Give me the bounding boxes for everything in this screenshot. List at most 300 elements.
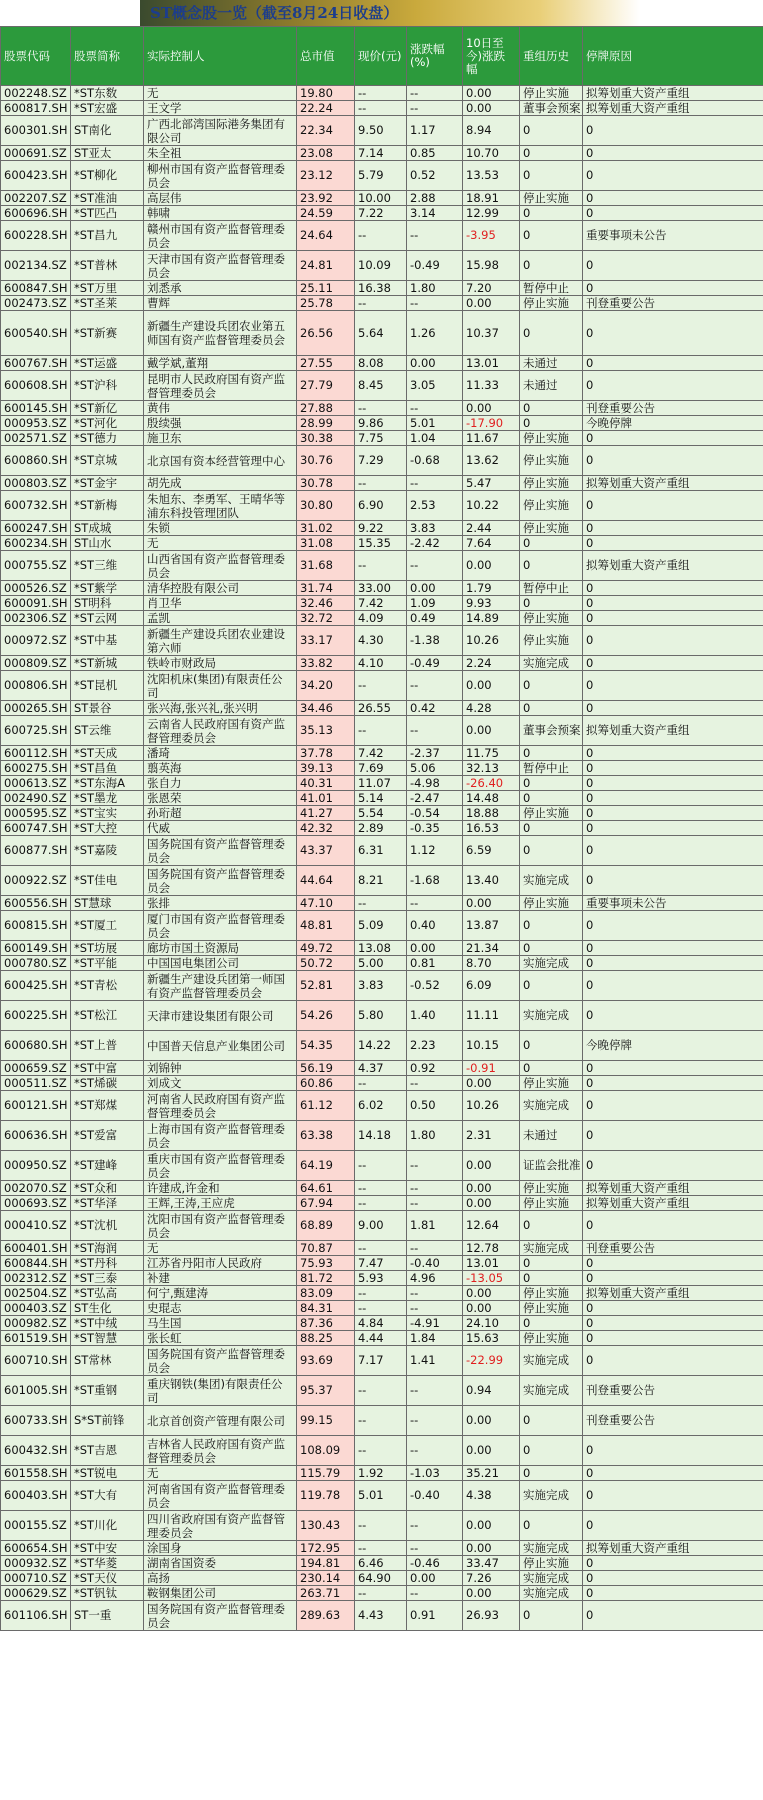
table-row[interactable]	[1, 1241, 763, 1256]
cell-market-cap: 27.88	[297, 401, 355, 416]
table-row[interactable]	[1, 1346, 763, 1376]
cell-10day-change: 21.34	[463, 941, 520, 956]
cell-10day-change: 8.70	[463, 956, 520, 971]
cell-10day-change: 0.00	[463, 671, 520, 701]
cell-change: 0.91	[407, 1601, 463, 1631]
cell-suspension-reason: 刊登重要公告	[583, 296, 763, 311]
stock-table	[0, 26, 763, 1631]
cell-code: 000972.SZ	[1, 626, 71, 656]
cell-market-cap: 47.10	[297, 896, 355, 911]
table-row[interactable]	[1, 1181, 763, 1196]
table-row[interactable]	[1, 1571, 763, 1586]
table-row[interactable]	[1, 401, 763, 416]
cell-suspension-reason: 0	[583, 626, 763, 656]
cell-10day-change: 15.63	[463, 1331, 520, 1346]
table-row[interactable]	[1, 1556, 763, 1571]
cell-market-cap: 43.37	[297, 836, 355, 866]
cell-code: 000511.SZ	[1, 1076, 71, 1091]
cell-10day-change: 0.00	[463, 1511, 520, 1541]
cell-restructure-history: 未通过	[520, 371, 583, 401]
cell-suspension-reason: 0	[583, 1331, 763, 1346]
table-row[interactable]	[1, 431, 763, 446]
cell-change: 0.50	[407, 1091, 463, 1121]
cell-controller: 新疆生产建设兵团农业第五师国有资产监督管理委员会	[144, 311, 297, 356]
cell-market-cap: 34.20	[297, 671, 355, 701]
cell-change: 0.00	[407, 941, 463, 956]
cell-10day-change: 10.26	[463, 1091, 520, 1121]
cell-price: 6.02	[355, 1091, 407, 1121]
table-row[interactable]	[1, 221, 763, 251]
cell-change: --	[407, 1436, 463, 1466]
table-row[interactable]	[1, 1331, 763, 1346]
table-row[interactable]	[1, 911, 763, 941]
cell-restructure-history: 0	[520, 161, 583, 191]
table-row[interactable]	[1, 1031, 763, 1061]
cell-suspension-reason: 0	[583, 116, 763, 146]
cell-market-cap: 54.35	[297, 1031, 355, 1061]
cell-price: 11.07	[355, 776, 407, 791]
cell-code: 600636.SH	[1, 1121, 71, 1151]
cell-controller: 无	[144, 536, 297, 551]
cell-name: *ST柳化	[71, 161, 144, 191]
cell-market-cap: 33.82	[297, 656, 355, 671]
cell-change: -0.54	[407, 806, 463, 821]
table-row[interactable]	[1, 836, 763, 866]
cell-price: 26.55	[355, 701, 407, 716]
cell-name: *ST金宇	[71, 476, 144, 491]
cell-market-cap: 28.99	[297, 416, 355, 431]
table-row[interactable]	[1, 596, 763, 611]
cell-name: *ST弘高	[71, 1286, 144, 1301]
cell-suspension-reason: 重要事项未公告	[583, 896, 763, 911]
cell-10day-change: 0.00	[463, 716, 520, 746]
cell-change: --	[407, 1286, 463, 1301]
cell-10day-change: 0.00	[463, 86, 520, 101]
cell-restructure-history: 停止实施	[520, 431, 583, 446]
cell-code: 600844.SH	[1, 1256, 71, 1271]
header-suspension-reason[interactable]: 停牌原因	[583, 27, 763, 86]
cell-name: *ST吉恩	[71, 1436, 144, 1466]
cell-suspension-reason: 今晚停牌	[583, 1031, 763, 1061]
cell-market-cap: 22.24	[297, 101, 355, 116]
cell-code: 600247.SH	[1, 521, 71, 536]
cell-restructure-history: 0	[520, 596, 583, 611]
cell-10day-change: 13.62	[463, 446, 520, 476]
cell-restructure-history: 停止实施	[520, 626, 583, 656]
cell-controller: 河南省人民政府国有资产监督管理委员会	[144, 1091, 297, 1121]
table-row[interactable]	[1, 1196, 763, 1211]
cell-suspension-reason: 0	[583, 821, 763, 836]
cell-market-cap: 60.86	[297, 1076, 355, 1091]
table-row[interactable]	[1, 296, 763, 311]
cell-price: --	[355, 476, 407, 491]
header-10day-change[interactable]: 10日至今)涨跌幅	[463, 27, 520, 86]
table-row[interactable]	[1, 626, 763, 656]
cell-market-cap: 119.78	[297, 1481, 355, 1511]
cell-suspension-reason: 0	[583, 1256, 763, 1271]
table-row[interactable]	[1, 581, 763, 596]
cell-market-cap: 230.14	[297, 1571, 355, 1586]
header-controller[interactable]: 实际控制人	[144, 27, 297, 86]
cell-price: 10.00	[355, 191, 407, 206]
cell-10day-change: 10.22	[463, 491, 520, 521]
cell-10day-change: 35.21	[463, 1466, 520, 1481]
cell-price: --	[355, 1196, 407, 1211]
cell-restructure-history: 0	[520, 791, 583, 806]
cell-change: -0.49	[407, 656, 463, 671]
cell-price: 33.00	[355, 581, 407, 596]
table-row[interactable]	[1, 971, 763, 1001]
cell-price: 16.38	[355, 281, 407, 296]
cell-suspension-reason: 0	[583, 536, 763, 551]
cell-restructure-history: 0	[520, 836, 583, 866]
table-row[interactable]	[1, 866, 763, 896]
table-row[interactable]	[1, 1076, 763, 1091]
table-row[interactable]	[1, 191, 763, 206]
table-row[interactable]	[1, 161, 763, 191]
table-row[interactable]	[1, 1301, 763, 1316]
cell-code: 000155.SZ	[1, 1511, 71, 1541]
table-row[interactable]	[1, 251, 763, 281]
table-row[interactable]	[1, 416, 763, 431]
header-change[interactable]: 涨跌幅(%)	[407, 27, 463, 86]
cell-code: 000806.SH	[1, 671, 71, 701]
cell-restructure-history: 0	[520, 1511, 583, 1541]
cell-restructure-history: 0	[520, 311, 583, 356]
cell-10day-change: -0.91	[463, 1061, 520, 1076]
header-market-cap[interactable]: 总市值	[297, 27, 355, 86]
cell-change: 5.06	[407, 761, 463, 776]
title-bar	[0, 0, 763, 26]
cell-code: 600767.SH	[1, 356, 71, 371]
table-row[interactable]	[1, 446, 763, 476]
cell-suspension-reason: 刊登重要公告	[583, 1241, 763, 1256]
cell-controller: 涂国身	[144, 1541, 297, 1556]
cell-10day-change: 0.00	[463, 1196, 520, 1211]
cell-price: 7.29	[355, 446, 407, 476]
cell-code: 002207.SZ	[1, 191, 71, 206]
cell-price: --	[355, 896, 407, 911]
cell-suspension-reason: 0	[583, 446, 763, 476]
cell-change: -4.98	[407, 776, 463, 791]
cell-name: *ST钒钛	[71, 1586, 144, 1601]
table-row[interactable]	[1, 746, 763, 761]
table-row[interactable]	[1, 1091, 763, 1121]
table-row[interactable]	[1, 1376, 763, 1406]
cell-controller: 朱锁	[144, 521, 297, 536]
cell-change: --	[407, 1406, 463, 1436]
cell-market-cap: 50.72	[297, 956, 355, 971]
table-row[interactable]	[1, 311, 763, 356]
table-row[interactable]	[1, 776, 763, 791]
cell-name: *ST昆机	[71, 671, 144, 701]
cell-suspension-reason: 0	[583, 836, 763, 866]
cell-restructure-history: 0	[520, 821, 583, 836]
cell-10day-change: 5.47	[463, 476, 520, 491]
cell-restructure-history: 停止实施	[520, 896, 583, 911]
cell-price: 14.18	[355, 1121, 407, 1151]
cell-restructure-history: 0	[520, 776, 583, 791]
table-row[interactable]	[1, 1001, 763, 1031]
cell-10day-change: 0.00	[463, 1436, 520, 1466]
cell-price: 7.14	[355, 146, 407, 161]
cell-market-cap: 40.31	[297, 776, 355, 791]
cell-market-cap: 81.72	[297, 1271, 355, 1286]
table-row[interactable]	[1, 1316, 763, 1331]
cell-name: S*ST前锋	[71, 1406, 144, 1436]
cell-code: 600301.SH	[1, 116, 71, 146]
table-row[interactable]	[1, 761, 763, 776]
cell-controller: 厦门市国有资产监督管理委员会	[144, 911, 297, 941]
cell-price: --	[355, 1376, 407, 1406]
cell-name: *ST智慧	[71, 1331, 144, 1346]
table-row[interactable]	[1, 146, 763, 161]
cell-restructure-history: 停止实施	[520, 491, 583, 521]
cell-code: 600747.SH	[1, 821, 71, 836]
cell-suspension-reason: 0	[583, 206, 763, 221]
table-row[interactable]	[1, 1286, 763, 1301]
stock-table-container	[0, 26, 763, 1800]
table-row[interactable]	[1, 1586, 763, 1601]
cell-controller: 高层伟	[144, 191, 297, 206]
cell-market-cap: 108.09	[297, 1436, 355, 1466]
cell-change: 1.26	[407, 311, 463, 356]
cell-name: *ST新赛	[71, 311, 144, 356]
cell-restructure-history: 0	[520, 551, 583, 581]
cell-price: --	[355, 401, 407, 416]
cell-code: 000953.SZ	[1, 416, 71, 431]
cell-price: 7.17	[355, 1346, 407, 1376]
table-row[interactable]	[1, 1151, 763, 1181]
cell-change: 0.00	[407, 581, 463, 596]
cell-name: *ST天仪	[71, 1571, 144, 1586]
cell-controller: 昆明市人民政府国有资产监督管理委员会	[144, 371, 297, 401]
cell-suspension-reason: 0	[583, 761, 763, 776]
cell-market-cap: 24.59	[297, 206, 355, 221]
table-row[interactable]	[1, 1466, 763, 1481]
cell-name: *ST宏盛	[71, 101, 144, 116]
cell-change: --	[407, 551, 463, 581]
cell-name: ST明科	[71, 596, 144, 611]
cell-suspension-reason: 0	[583, 356, 763, 371]
cell-code: 000691.SZ	[1, 146, 71, 161]
table-row[interactable]	[1, 491, 763, 521]
table-row[interactable]	[1, 1121, 763, 1151]
cell-restructure-history: 实施完成	[520, 1091, 583, 1121]
cell-code: 600696.SH	[1, 206, 71, 221]
cell-change: 0.00	[407, 356, 463, 371]
cell-restructure-history: 0	[520, 911, 583, 941]
table-row[interactable]	[1, 116, 763, 146]
cell-suspension-reason: 0	[583, 776, 763, 791]
cell-market-cap: 24.81	[297, 251, 355, 281]
cell-restructure-history: 暂停中止	[520, 281, 583, 296]
cell-change: 1.81	[407, 1211, 463, 1241]
cell-market-cap: 67.94	[297, 1196, 355, 1211]
cell-code: 000755.SZ	[1, 551, 71, 581]
cell-code: 600847.SH	[1, 281, 71, 296]
table-row[interactable]	[1, 551, 763, 581]
cell-code: 600608.SH	[1, 371, 71, 401]
table-row[interactable]	[1, 1481, 763, 1511]
cell-restructure-history: 停止实施	[520, 191, 583, 206]
table-row[interactable]	[1, 1511, 763, 1541]
table-row[interactable]	[1, 1406, 763, 1436]
table-row[interactable]	[1, 656, 763, 671]
cell-change: 0.42	[407, 701, 463, 716]
cell-restructure-history: 0	[520, 146, 583, 161]
cell-controller: 新疆生产建设兵团第一师国有资产监督管理委员会	[144, 971, 297, 1001]
table-row[interactable]	[1, 716, 763, 746]
cell-10day-change: 11.11	[463, 1001, 520, 1031]
header-restructure-history[interactable]: 重组历史	[520, 27, 583, 86]
table-row[interactable]	[1, 86, 763, 101]
cell-market-cap: 23.12	[297, 161, 355, 191]
cell-code: 600654.SH	[1, 1541, 71, 1556]
cell-10day-change: 2.31	[463, 1121, 520, 1151]
table-row[interactable]	[1, 101, 763, 116]
cell-restructure-history: 停止实施	[520, 1181, 583, 1196]
cell-code: 002504.SZ	[1, 1286, 71, 1301]
cell-suspension-reason: 刊登重要公告	[583, 401, 763, 416]
table-row[interactable]	[1, 671, 763, 701]
cell-10day-change: 4.38	[463, 1481, 520, 1511]
cell-change: 3.05	[407, 371, 463, 401]
cell-restructure-history: 0	[520, 416, 583, 431]
cell-10day-change: -26.40	[463, 776, 520, 791]
cell-name: *ST郑煤	[71, 1091, 144, 1121]
cell-controller: 天津市建设集团有限公司	[144, 1001, 297, 1031]
cell-code: 000922.SZ	[1, 866, 71, 896]
table-row[interactable]	[1, 956, 763, 971]
cell-market-cap: 19.80	[297, 86, 355, 101]
cell-restructure-history: 董事会预案	[520, 101, 583, 116]
cell-market-cap: 83.09	[297, 1286, 355, 1301]
cell-restructure-history: 实施完成	[520, 1481, 583, 1511]
table-row[interactable]	[1, 356, 763, 371]
cell-market-cap: 130.43	[297, 1511, 355, 1541]
cell-10day-change: 8.94	[463, 116, 520, 146]
header-price[interactable]: 现价(元)	[355, 27, 407, 86]
cell-market-cap: 25.78	[297, 296, 355, 311]
table-row[interactable]	[1, 1271, 763, 1286]
cell-suspension-reason: 0	[583, 1346, 763, 1376]
table-row[interactable]	[1, 1256, 763, 1271]
table-row[interactable]	[1, 1061, 763, 1076]
cell-code: 601558.SH	[1, 1466, 71, 1481]
cell-restructure-history: 0	[520, 746, 583, 761]
cell-market-cap: 30.38	[297, 431, 355, 446]
cell-10day-change: 11.67	[463, 431, 520, 446]
cell-change: -0.40	[407, 1256, 463, 1271]
cell-10day-change: 0.00	[463, 1076, 520, 1091]
cell-name: ST一重	[71, 1601, 144, 1631]
cell-restructure-history: 0	[520, 251, 583, 281]
cell-restructure-history: 0	[520, 1061, 583, 1076]
cell-10day-change: 14.48	[463, 791, 520, 806]
table-row[interactable]	[1, 1211, 763, 1241]
cell-price: --	[355, 1586, 407, 1601]
cell-market-cap: 68.89	[297, 1211, 355, 1241]
cell-name: *ST中富	[71, 1061, 144, 1076]
cell-controller: 翦英海	[144, 761, 297, 776]
table-row[interactable]	[1, 806, 763, 821]
cell-suspension-reason: 0	[583, 956, 763, 971]
cell-market-cap: 31.02	[297, 521, 355, 536]
cell-restructure-history: 停止实施	[520, 1331, 583, 1346]
cell-restructure-history: 未通过	[520, 1121, 583, 1151]
cell-code: 600540.SH	[1, 311, 71, 356]
cell-10day-change: 0.00	[463, 1586, 520, 1601]
cell-code: 000629.SZ	[1, 1586, 71, 1601]
cell-10day-change: 26.93	[463, 1601, 520, 1631]
header-code[interactable]: 股票代码	[1, 27, 71, 86]
cell-price: 5.00	[355, 956, 407, 971]
cell-restructure-history: 0	[520, 671, 583, 701]
cell-restructure-history: 0	[520, 1256, 583, 1271]
cell-price: 5.79	[355, 161, 407, 191]
table-row[interactable]	[1, 611, 763, 626]
table-row[interactable]	[1, 941, 763, 956]
cell-change: --	[407, 476, 463, 491]
cell-market-cap: 31.74	[297, 581, 355, 596]
cell-restructure-history: 停止实施	[520, 1301, 583, 1316]
cell-restructure-history: 实施完成	[520, 1571, 583, 1586]
table-row[interactable]	[1, 536, 763, 551]
table-row[interactable]	[1, 281, 763, 296]
cell-suspension-reason: 0	[583, 1061, 763, 1076]
cell-10day-change: 0.00	[463, 1286, 520, 1301]
cell-market-cap: 33.17	[297, 626, 355, 656]
cell-restructure-history: 停止实施	[520, 476, 583, 491]
table-row[interactable]	[1, 1601, 763, 1631]
table-row[interactable]	[1, 791, 763, 806]
cell-controller: 中国普天信息产业集团公司	[144, 1031, 297, 1061]
table-row[interactable]	[1, 896, 763, 911]
cell-10day-change: 12.64	[463, 1211, 520, 1241]
header-name[interactable]: 股票简称	[71, 27, 144, 86]
cell-suspension-reason: 0	[583, 1121, 763, 1151]
cell-market-cap: 37.78	[297, 746, 355, 761]
cell-price: --	[355, 1181, 407, 1196]
cell-restructure-history: 停止实施	[520, 86, 583, 101]
cell-price: 5.93	[355, 1271, 407, 1286]
cell-change: -4.91	[407, 1316, 463, 1331]
cell-restructure-history: 0	[520, 1271, 583, 1286]
table-row[interactable]	[1, 1541, 763, 1556]
cell-change: -0.35	[407, 821, 463, 836]
cell-name: *ST沈机	[71, 1211, 144, 1241]
cell-restructure-history: 0	[520, 941, 583, 956]
table-row[interactable]	[1, 701, 763, 716]
table-row[interactable]	[1, 476, 763, 491]
cell-restructure-history: 0	[520, 401, 583, 416]
cell-10day-change: 0.00	[463, 296, 520, 311]
cell-restructure-history: 暂停中止	[520, 581, 583, 596]
table-row[interactable]	[1, 1436, 763, 1466]
cell-code: 002312.SZ	[1, 1271, 71, 1286]
cell-code: 600275.SH	[1, 761, 71, 776]
cell-name: *ST爱富	[71, 1121, 144, 1151]
cell-code: 601005.SH	[1, 1376, 71, 1406]
cell-price: 5.14	[355, 791, 407, 806]
table-row[interactable]	[1, 521, 763, 536]
cell-price: --	[355, 551, 407, 581]
table-row[interactable]	[1, 206, 763, 221]
table-row[interactable]	[1, 821, 763, 836]
cell-change: 0.40	[407, 911, 463, 941]
table-row[interactable]	[1, 371, 763, 401]
